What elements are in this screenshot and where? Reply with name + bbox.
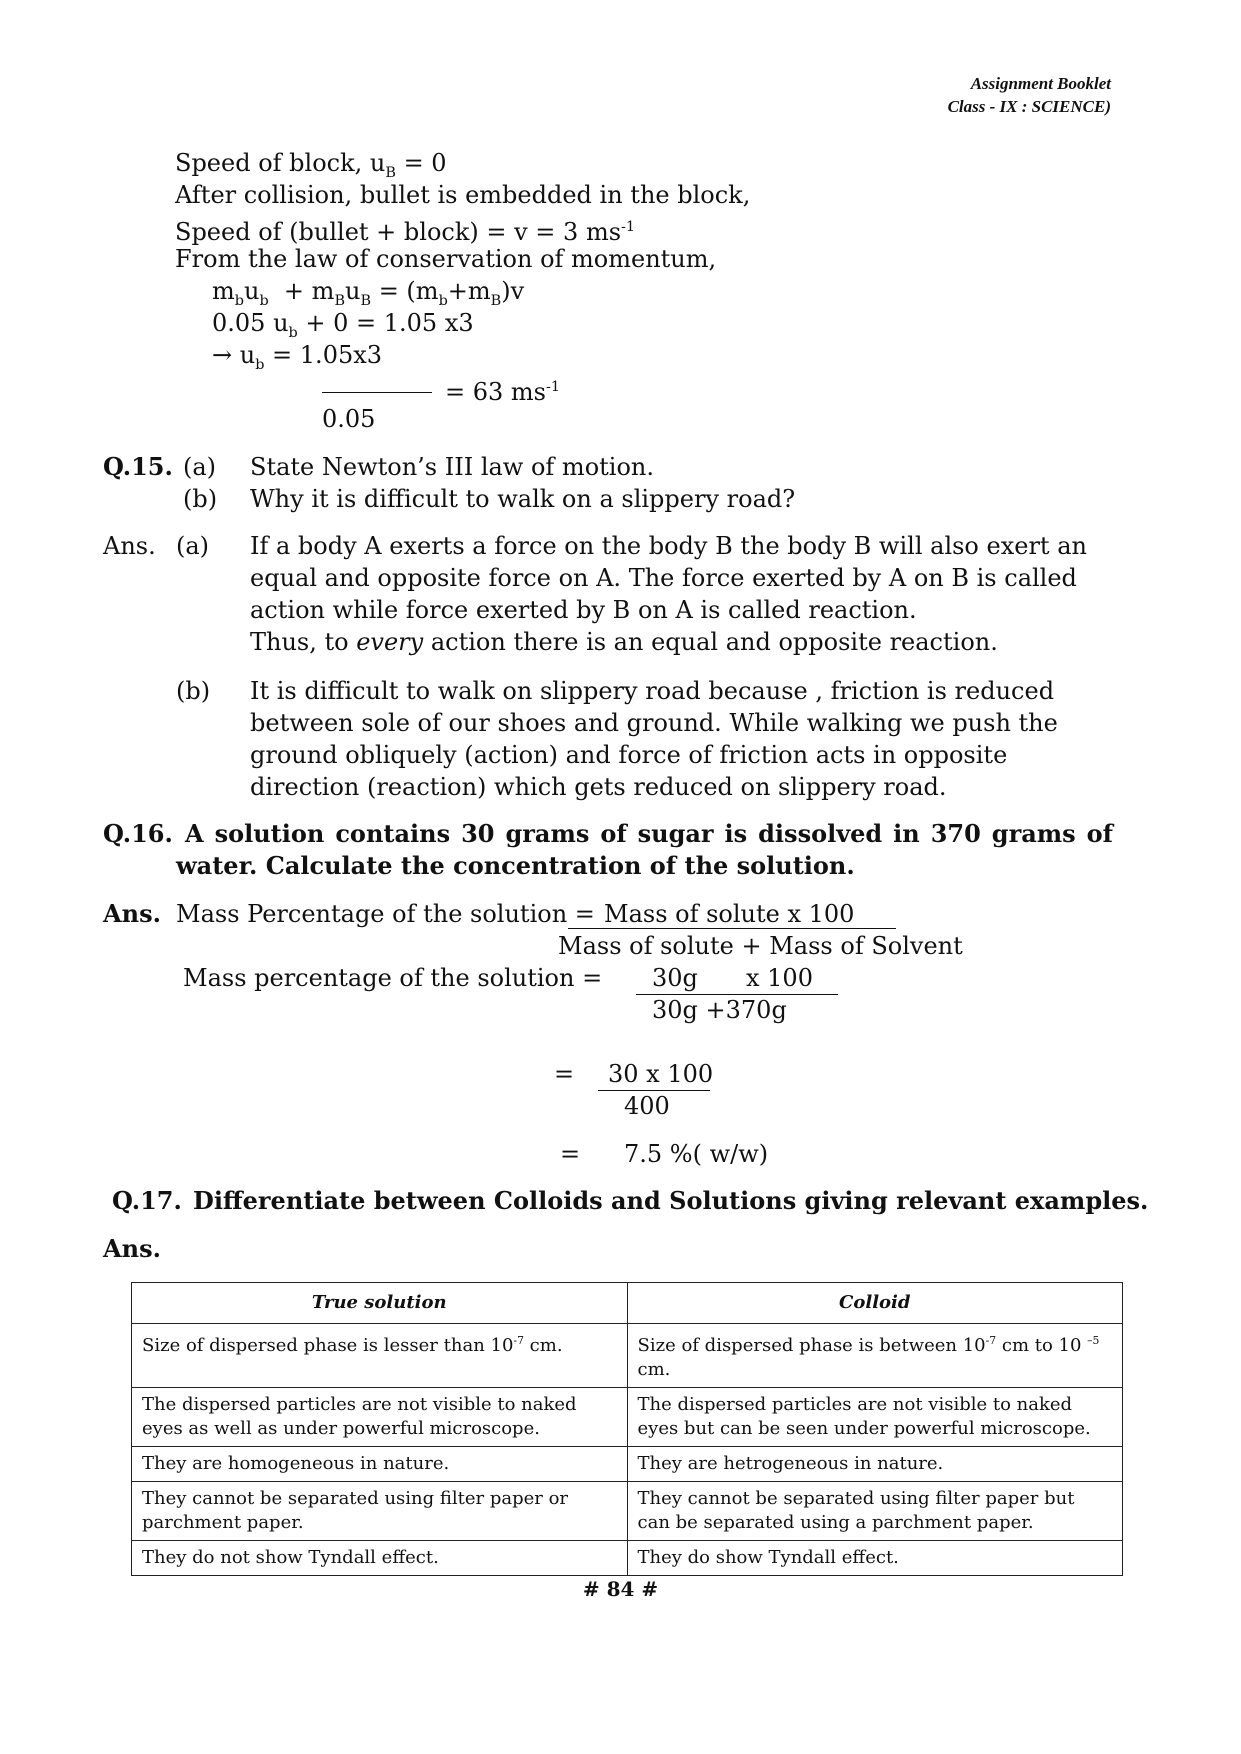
table-cell: Size of dispersed phase is between $10^{-7}$ cm to 10 $^{-5}$ cm. [627, 1324, 1123, 1388]
substituted-equation: 0.05 $u_b + 0 = 1.05$ x3 [212, 309, 474, 341]
q15-ans-a-text: If a body A exerts a force on the body B the body B will also exert an equal and opposite force on A. The force exerted by A on B is called action while force exerted by B on A is called reaction. [250, 532, 1087, 624]
table-cell: They cannot be separated using filter paper or parchment paper. [132, 1482, 628, 1541]
table-cell: They do show Tyndall effect. [627, 1541, 1123, 1576]
header-true-solution: True solution [132, 1283, 628, 1324]
q15-b-question: Why it is difficult to walk on a slippery road? [250, 485, 796, 513]
q15-a-marker: (a) [183, 453, 217, 481]
table-cell: They are homogeneous in nature. [132, 1447, 628, 1482]
result-speed: = 63 $ms^{-1}$ [445, 378, 561, 406]
final-concentration: 7.5 %( w/w) [624, 1140, 769, 1168]
substitution-numerator-b: x 100 [746, 964, 813, 992]
substitution-denominator: 30g +370g [652, 996, 787, 1024]
simplified-denominator: 400 [624, 1092, 670, 1120]
q16-ans-label: Ans. [103, 899, 161, 928]
momentum-equation: $m_bu_b + m_Bu_B = (m_b+m_B)v$ [212, 277, 525, 309]
fraction-denominator: 0.05 [322, 405, 376, 433]
solve-equation: → $u_b = 1.05x3$ [212, 341, 383, 373]
table-cell: The dispersed particles are not visible to naked eyes but can be seen under powerful microscope. [627, 1388, 1123, 1447]
q15-label: Q.15. [103, 452, 173, 481]
q15-ans-a-marker: (a) [176, 532, 210, 560]
arrow-right-icon: → [212, 341, 233, 369]
conservation-law-line: From the law of conservation of momentum, [175, 245, 717, 273]
q16-question-line2: water. Calculate the concentration of the solution. [176, 851, 855, 880]
formula-fraction-bar [568, 928, 896, 929]
table-row [132, 1482, 1123, 1541]
table-cell: The dispersed particles are not visible to naked eyes as well as under powerful microscope. [132, 1388, 628, 1447]
comparison-table [131, 1282, 1123, 1576]
q17-question: Differentiate between Colloids and Solutions giving relevant examples. [193, 1186, 1149, 1215]
q17-ans-label: Ans. [103, 1234, 161, 1263]
class-subject: Class - IX : SCIENCE) [947, 97, 1111, 116]
simplified-numerator: 30 x 100 [608, 1060, 714, 1088]
q15-a-question: State Newton’s III law of motion. [250, 453, 654, 481]
equals-sign-2: = [560, 1140, 581, 1168]
mass-percentage-formula-lhs: Mass Percentage of the solution = [176, 900, 595, 928]
q15-b-marker: (b) [183, 485, 218, 513]
q17-label: Q.17. [112, 1186, 182, 1215]
table-row [132, 1388, 1123, 1447]
header-colloid: Colloid [627, 1283, 1123, 1324]
table-header-row [132, 1283, 1123, 1324]
q15-ans-a-conclusion: Thus, to every action there is an equal and opposite reaction. [250, 628, 998, 656]
equals-sign-1: = [554, 1060, 575, 1088]
table-cell: They cannot be separated using filter paper but can be separated using a parchment paper. [627, 1482, 1123, 1541]
table-row [132, 1447, 1123, 1482]
collision-line: After collision, bullet is embedded in the block, [175, 181, 751, 209]
combined-speed-line: Speed of (bullet + block) = v = 3 $ms^{-1}$ [175, 218, 636, 246]
speed-of-block-line: Speed of block, $u_B = 0$ [175, 149, 447, 181]
table-row [132, 1541, 1123, 1576]
formula-denominator: Mass of solute + Mass of Solvent [558, 932, 963, 960]
q15-ans-b-text: It is difficult to walk on slippery road because , friction is reduced between sole of our shoes and ground. While walking we push the ground obliquely (action) and force of friction acts in opposite direction (reaction) which gets reduced on slippery road. [250, 677, 1058, 801]
table-cell: They do not show Tyndall effect. [132, 1541, 628, 1576]
mass-percentage-substitution-lhs: Mass percentage of the solution = [183, 964, 603, 992]
booklet-title: Assignment Booklet [970, 74, 1111, 93]
page-number: # 84 # [582, 1577, 659, 1601]
q16-label: Q.16. [103, 819, 173, 848]
table-cell: They are hetrogeneous in nature. [627, 1447, 1123, 1482]
q15-ans-b-marker: (b) [176, 677, 211, 705]
q15-ans-label: Ans. [103, 532, 156, 560]
substitution-numerator-a: 30g [652, 964, 698, 992]
formula-numerator: Mass of solute x 100 [604, 900, 855, 928]
table-cell: Size of dispersed phase is lesser than $10^{-7}$ cm. [132, 1324, 628, 1388]
q16-question-line1: A solution contains 30 grams of sugar is dissolved in 370 grams of [185, 819, 1113, 848]
table-row [132, 1324, 1123, 1388]
fraction-bar [322, 392, 432, 393]
